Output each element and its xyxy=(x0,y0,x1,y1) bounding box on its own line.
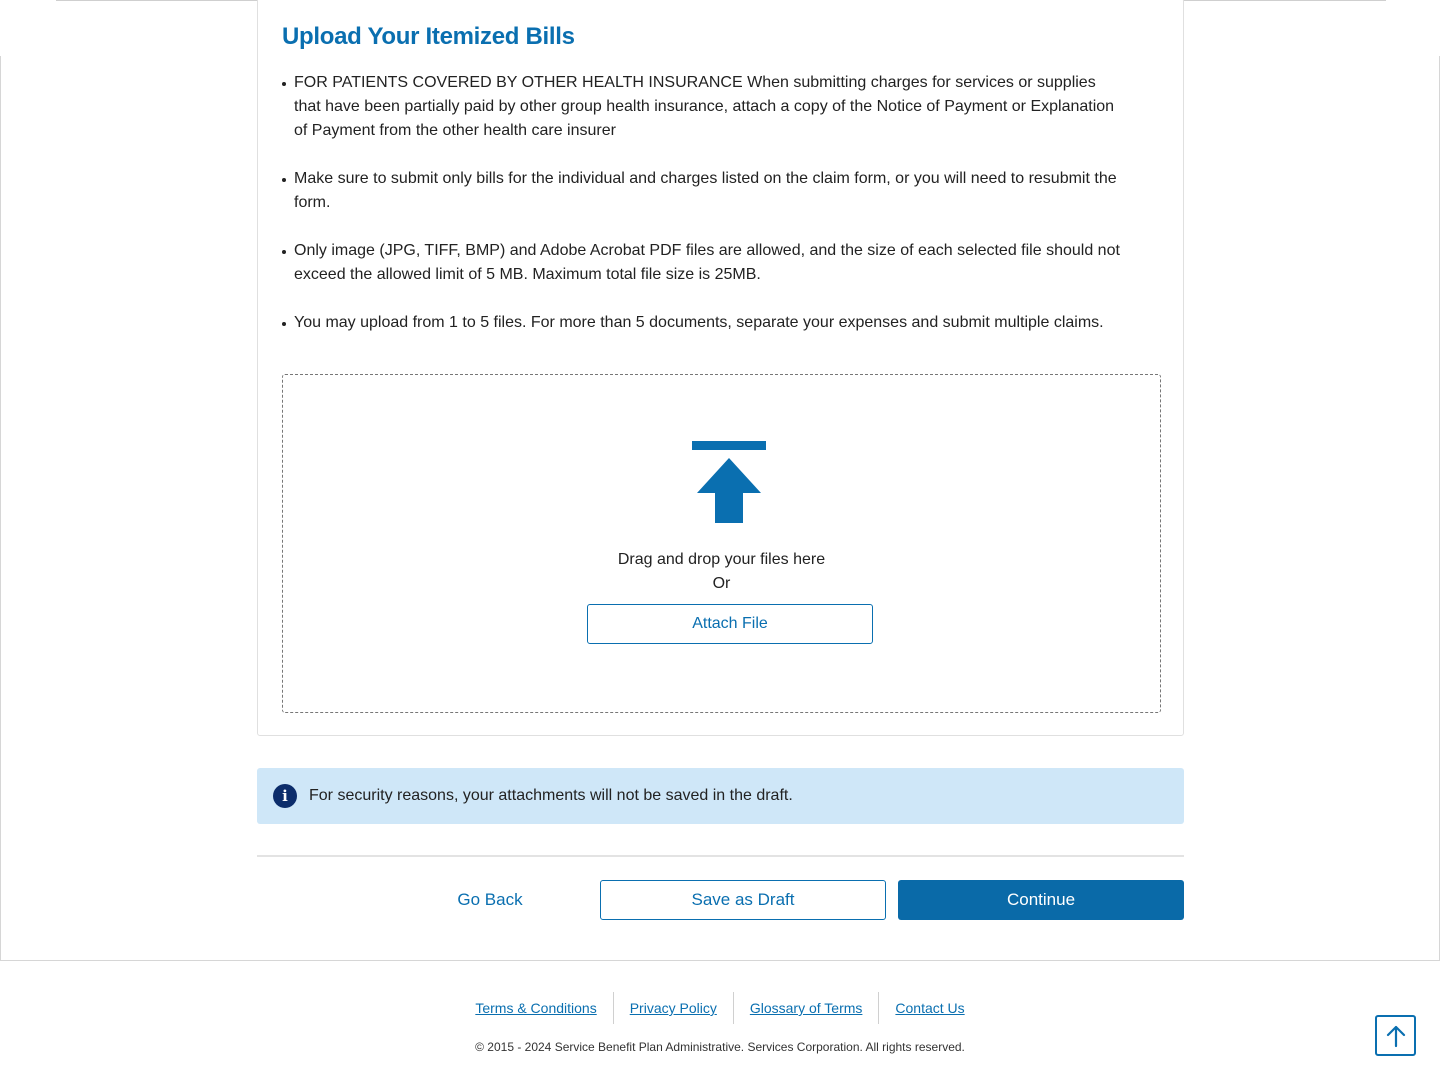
arrow-up-icon xyxy=(1384,1024,1408,1048)
instruction-item: Only image (JPG, TIFF, BMP) and Adobe Acrobat PDF files are allowed, and the size of each selected file should not exceed the allowed limit of 5 MB. Maximum total file size is 25MB. xyxy=(282,239,1122,287)
save-draft-button[interactable]: Save as Draft xyxy=(600,880,886,920)
attach-file-button[interactable]: Attach File xyxy=(587,604,873,644)
instructions-list xyxy=(282,71,1122,359)
footer-link-glossary[interactable]: Glossary of Terms xyxy=(749,1000,863,1016)
actions-divider xyxy=(257,855,1184,857)
info-banner xyxy=(257,768,1184,824)
footer-link-privacy[interactable]: Privacy Policy xyxy=(629,1000,717,1016)
upload-icon xyxy=(692,441,766,523)
instruction-item: Make sure to submit only bills for the individual and charges listed on the claim form, or you will need to resubmit the form. xyxy=(282,167,1122,215)
frame-border-left xyxy=(0,56,1,961)
drag-drop-text: Drag and drop your files here xyxy=(617,551,826,568)
file-dropzone[interactable] xyxy=(282,374,1161,713)
info-icon: i xyxy=(273,784,297,808)
footer-link-contact[interactable]: Contact Us xyxy=(895,1000,965,1016)
footer-link-terms[interactable]: Terms & Conditions xyxy=(475,1000,597,1016)
go-back-button[interactable]: Go Back xyxy=(420,880,560,920)
section-title: Upload Your Itemized Bills xyxy=(282,23,575,50)
copyright-text: © 2015 - 2024 Service Benefit Plan Administrative. Services Corporation. All rights reserved. xyxy=(475,1040,965,1054)
footer-divider xyxy=(0,960,1440,961)
footer-nav xyxy=(0,992,1440,1024)
continue-button[interactable]: Continue xyxy=(898,880,1184,920)
instruction-item: FOR PATIENTS COVERED BY OTHER HEALTH INSURANCE When submitting charges for services or supplies that have been partially paid by other group health insurance, attach a copy of the Notice of Payment or Explanation of Payment from the other health care insurer xyxy=(282,71,1122,143)
or-text: Or xyxy=(712,575,731,592)
upload-card xyxy=(257,0,1184,736)
instruction-item: You may upload from 1 to 5 files. For more than 5 documents, separate your expenses and submit multiple claims. xyxy=(282,311,1122,335)
info-banner-text: For security reasons, your attachments will not be saved in the draft. xyxy=(309,787,793,804)
back-to-top-button[interactable] xyxy=(1375,1015,1416,1056)
